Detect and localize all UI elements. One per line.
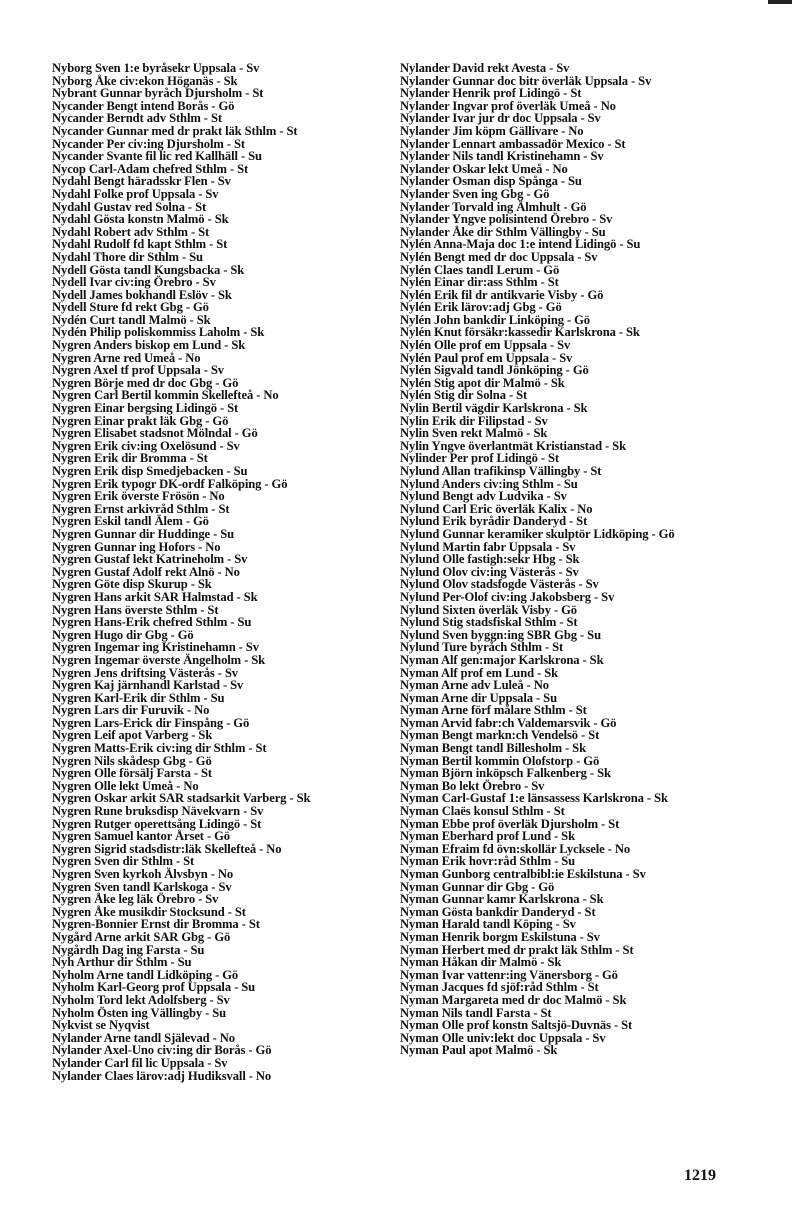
directory-entry: Nydahl Bengt häradsskr Flen - Sv xyxy=(52,174,231,189)
directory-entry: Nydahl Gustav red Solna - St xyxy=(52,199,207,214)
directory-entry: Nyman Arne förf målare Sthlm - St xyxy=(400,703,587,718)
directory-entry: Nylin Erik dir Filipstad - Sv xyxy=(400,413,548,428)
directory-entry: Nygren Axel tf prof Uppsala - Sv xyxy=(52,363,224,378)
directory-entry: Nydén Philip poliskommiss Laholm - Sk xyxy=(52,325,265,340)
directory-entry: Nylund Sven byggn:ing SBR Gbg - Su xyxy=(400,627,601,642)
directory-entry: Nygren Erik dir Bromma - St xyxy=(52,451,208,466)
directory-entry: Nybrant Gunnar byråch Djursholm - St xyxy=(52,86,264,101)
directory-entry: Nylund Gunnar keramiker skulptör Lidköping - Gö xyxy=(400,526,675,541)
directory-entry: Nydahl Gösta konstn Malmö - Sk xyxy=(52,212,229,227)
directory-entry: Nyman Bengt markn:ch Vendelsö - St xyxy=(400,728,600,743)
directory-entry: Nygren Jens driftsing Västerås - Sv xyxy=(52,665,238,680)
directory-entry: Nylén Stig apot dir Malmö - Sk xyxy=(400,375,565,390)
directory-entry: Nyman Bo lekt Örebro - Sv xyxy=(400,778,545,793)
directory-entry: Nyman Herbert med dr prakt läk Sthlm - St xyxy=(400,942,634,957)
directory-entry: Nyman Gunnar kamr Karlskrona - Sk xyxy=(400,892,604,907)
directory-entry: Nygren Åke leg läk Örebro - Sv xyxy=(52,892,219,907)
directory-entry: Nygren Göte disp Skurup - Sk xyxy=(52,577,212,592)
directory-entry: Nygren Sven tandl Karlskoga - Sv xyxy=(52,879,232,894)
directory-entry: Nylén Erik lärov:adj Gbg - Gö xyxy=(400,300,562,315)
directory-entry: Nydahl Folke prof Uppsala - Sv xyxy=(52,186,219,201)
directory-entry: Nydell Sture fd rekt Gbg - Gö xyxy=(52,300,209,315)
directory-entry: Nycop Carl-Adam chefred Sthlm - St xyxy=(52,161,249,176)
directory-entry: Nylén Olle prof em Uppsala - Sv xyxy=(400,338,571,353)
directory-entry: Nyman Erik hovr:råd Sthlm - Su xyxy=(400,854,576,869)
directory-entry: Nygren Sven kyrkoh Älvsbyn - No xyxy=(52,867,234,881)
directory-entry: Nygren-Bonnier Ernst dir Bromma - St xyxy=(52,917,260,932)
directory-entry: Nygren Hans-Erik chefred Sthlm - Su xyxy=(52,615,252,630)
directory-entry: Nygren Sven dir Sthlm - St xyxy=(52,854,195,869)
directory-entry: Nygren Gunnar dir Huddinge - Su xyxy=(52,526,235,541)
directory-entry: Nyholm Tord lekt Adolfsberg - Sv xyxy=(52,992,230,1007)
directory-entry: Nylund Sixten överläk Visby - Gö xyxy=(400,602,577,617)
directory-entry: Nygren Olle försälj Farsta - St xyxy=(52,766,213,781)
directory-entry: Nylén Erik fil dr antikvarie Visby - Gö xyxy=(400,287,604,302)
directory-entry: Nygren Erik överste Frösön - No xyxy=(52,489,225,504)
directory-entry: Nylander Carl fil lic Uppsala - Sv xyxy=(52,1055,228,1070)
directory-entry: Nylund Per-Olof civ:ing Jakobsberg - Sv xyxy=(400,589,615,604)
directory-entry: Nylander Axel-Uno civ:ing dir Borås - Gö xyxy=(52,1043,272,1058)
directory-entry: Nylund Olle fastigh:sekr Hbg - Sk xyxy=(400,552,580,567)
directory-entry: Nylander Sven ing Gbg - Gö xyxy=(400,186,550,201)
directory-entry: Nylén Bengt med dr doc Uppsala - Sv xyxy=(400,249,598,264)
directory-entry: Nygren Olle lekt Umeå - No xyxy=(52,778,199,793)
directory-entry: Nyman Henrik borgm Eskilstuna - Sv xyxy=(400,929,600,944)
directory-entry: Nylén Knut försäkr:kassedir Karlskrona - Sk xyxy=(400,325,640,340)
directory-entry: Nygren Oskar arkit SAR stadsarkit Varberg - Sk xyxy=(52,791,311,806)
directory-entry: Nygren Elisabet stadsnot Mölndal - Gö xyxy=(52,426,258,441)
directory-entry: Nylund Carl Eric överläk Kalix - No xyxy=(400,501,593,516)
directory-entry: Nydell Gösta tandl Kungsbacka - Sk xyxy=(52,262,245,277)
directory-entry: Nylander Gunnar doc bitr överläk Uppsala - Sv xyxy=(400,73,652,88)
directory-entry: Nygren Erik civ:ing Oxelösund - Sv xyxy=(52,438,240,453)
directory-entry: Nygren Leif apot Varberg - Sk xyxy=(52,728,213,743)
directory-entry: Nyman Gunborg centralbibl:ie Eskilstuna - Sv xyxy=(400,867,646,881)
directory-entry: Nylin Yngve överlantmät Kristianstad - Sk xyxy=(400,438,626,453)
directory-entry: Nylander Osman disp Spånga - Su xyxy=(400,174,582,189)
directory-entry: Nycander Bengt intend Borås - Gö xyxy=(52,98,235,113)
directory-entry: Nygren Karl-Erik dir Sthlm - Su xyxy=(52,690,225,705)
directory-entry: Nylander Ivar jur dr doc Uppsala - Sv xyxy=(400,111,601,126)
directory-entry: Nydahl Robert adv Sthlm - St xyxy=(52,224,210,239)
directory-entry: Nylander Yngve polisintend Örebro - Sv xyxy=(400,212,613,227)
directory-entry: Nylén Stig dir Solna - St xyxy=(400,388,528,403)
directory-entry: Nyman Alf gen:major Karlskrona - Sk xyxy=(400,652,604,667)
directory-entry: Nyman Margareta med dr doc Malmö - Sk xyxy=(400,992,627,1007)
directory-entry: Nylander David rekt Avesta - Sv xyxy=(400,61,570,75)
directory-entry: Nyh Arthur dir Sthlm - Su xyxy=(52,955,192,970)
directory-entry: Nygren Kaj järnhandl Karlstad - Sv xyxy=(52,678,244,693)
directory-entry: Nygren Arne red Umeå - No xyxy=(52,350,201,365)
directory-entry: Nygren Rune bruksdisp Nävekvarn - Sv xyxy=(52,804,264,819)
directory-entry: Nyman Ebbe prof överläk Djursholm - St xyxy=(400,816,620,831)
directory-entry: Nygren Sigrid stadsdistr:läk Skellefteå - No xyxy=(52,841,282,856)
directory-entry: Nygren Einar bergsing Lidingö - St xyxy=(52,401,239,416)
page-number: 1219 xyxy=(684,1167,716,1184)
directory-entry: Nycander Gunnar med dr prakt läk Sthlm - St xyxy=(52,123,298,138)
directory-entry: Nylander Nils tandl Kristinehamn - Sv xyxy=(400,149,604,164)
directory-entry: Nyman Olle univ:lekt doc Uppsala - Sv xyxy=(400,1030,606,1045)
directory-entry: Nygren Gustaf lekt Katrineholm - Sv xyxy=(52,552,248,567)
directory-entry: Nyman Björn inköpsch Falkenberg - Sk xyxy=(400,766,611,781)
directory-entry: Nyman Efraim fd övn:skollär Lycksele - No xyxy=(400,841,631,856)
directory-entry: Nyman Gunnar dir Gbg - Gö xyxy=(400,879,555,894)
directory-entry: Nygren Lars-Erick dir Finspång - Gö xyxy=(52,715,250,730)
directory-entry: Nyman Paul apot Malmö - Sk xyxy=(400,1043,558,1058)
directory-entry: Nygren Nils skådesp Gbg - Gö xyxy=(52,753,212,768)
directory-entry: Nygård Arne arkit SAR Gbg - Gö xyxy=(52,929,231,944)
directory-entry: Nylander Oskar lekt Umeå - No xyxy=(400,161,568,176)
directory-entry: Nylander Claes lärov:adj Hudiksvall - No xyxy=(52,1068,272,1083)
directory-entry: Nyman Claës konsul Sthlm - St xyxy=(400,804,565,819)
directory-entry: Nygren Ingemar ing Kristinehamn - Sv xyxy=(52,640,259,655)
directory-entry: Nyholm Karl-Georg prof Uppsala - Su xyxy=(52,980,256,995)
directory-entry: Nygren Ingemar överste Ängelholm - Sk xyxy=(52,652,266,667)
directory-entry: Nylund Erik byrådir Danderyd - St xyxy=(400,514,588,529)
directory-entry: Nygren Erik typogr DK-ordf Falköping - Gö xyxy=(52,476,288,491)
directory-entry: Nygren Anders biskop em Lund - Sk xyxy=(52,338,246,353)
directory-entry: Nylund Anders civ:ing Sthlm - Su xyxy=(400,476,578,491)
directory-entry: Nylander Lennart ambassadör Mexico - St xyxy=(400,136,626,151)
directory-entry: Nyman Ivar vattenr:ing Vänersborg - Gö xyxy=(400,967,618,982)
directory-entry: Nygren Hans överste Sthlm - St xyxy=(52,602,219,617)
directory-entry: Nyholm Arne tandl Lidköping - Gö xyxy=(52,967,239,982)
directory-entry: Nyman Harald tandl Köping - Sv xyxy=(400,917,576,932)
directory-entry: Nyman Håkan dir Malmö - Sk xyxy=(400,955,562,970)
directory-entry: Nycander Berndt adv Sthlm - St xyxy=(52,111,222,126)
directory-entry: Nylund Ture byråch Sthlm - St xyxy=(400,640,564,655)
directory-entry: Nyman Gösta bankdir Danderyd - St xyxy=(400,904,596,919)
directory-entry: Nylén John bankdir Linköping - Gö xyxy=(400,312,590,327)
directory-entry: Nygren Samuel kantor Årset - Gö xyxy=(52,829,230,844)
left-column xyxy=(52,62,382,1082)
directory-entry: Nygren Gustaf Adolf rekt Alnö - No xyxy=(52,564,240,579)
directory-entry: Nyborg Sven 1:e byråsekr Uppsala - Sv xyxy=(52,61,260,75)
directory-entry: Nygren Einar prakt läk Gbg - Gö xyxy=(52,413,229,428)
directory-entry: Nyman Bengt tandl Billesholm - Sk xyxy=(400,741,586,756)
directory-entry: Nylén Claes tandl Lerum - Gö xyxy=(400,262,560,277)
directory-entry: Nyman Jacques fd sjöf:råd Sthlm - St xyxy=(400,980,599,995)
directory-entry: Nyman Olle prof konstn Saltsjö-Duvnäs - St xyxy=(400,1018,633,1033)
directory-entry: Nygren Rutger operettsång Lidingö - St xyxy=(52,816,262,831)
directory-entry: Nyman Arvid fabr:ch Valdemarsvik - Gö xyxy=(400,715,617,730)
directory-entry: Nylén Einar dir:ass Sthlm - St xyxy=(400,275,559,290)
directory-entry: Nycander Svante fil lic red Kallhäll - Su xyxy=(52,149,262,164)
directory-entry: Nyman Arne dir Uppsala - Su xyxy=(400,690,557,705)
directory-entry: Nylander Jim köpm Gällivare - No xyxy=(400,123,584,138)
directory-entry: Nylund Bengt adv Ludvika - Sv xyxy=(400,489,567,504)
directory-entry: Nyman Eberhard prof Lund - Sk xyxy=(400,829,575,844)
directory-entry: Nydell James bokhandl Eslöv - Sk xyxy=(52,287,232,302)
directory-entry: Nygren Carl Bertil kommin Skellefteå - No xyxy=(52,388,279,403)
directory-entry: Nylander Åke dir Sthlm Vällingby - Su xyxy=(400,224,606,239)
directory-entry: Nyman Alf prof em Lund - Sk xyxy=(400,665,559,680)
directory-entry: Nygren Lars dir Furuvik - No xyxy=(52,703,210,718)
directory-entry: Nylén Sigvald tandl Jönköping - Gö xyxy=(400,363,589,378)
directory-entry: Nyman Arne adv Luleå - No xyxy=(400,678,549,693)
directory-entry: Nylin Sven rekt Malmö - Sk xyxy=(400,426,548,441)
directory-entry: Nygren Ernst arkivråd Sthlm - St xyxy=(52,501,230,516)
directory-entry: Nylander Henrik prof Lidingö - St xyxy=(400,86,582,101)
directory-entry: Nylén Paul prof em Uppsala - Sv xyxy=(400,350,573,365)
directory-entry: Nyborg Åke civ:ekon Höganäs - Sk xyxy=(52,73,238,88)
directory-entry: Nygren Matts-Erik civ:ing dir Sthlm - St xyxy=(52,741,267,756)
directory-entry: Nylund Olov civ:ing Västerås - Sv xyxy=(400,564,579,579)
directory-entry: Nylund Olov stadsfogde Västerås - Sv xyxy=(400,577,599,592)
directory-entry: Nyman Nils tandl Farsta - St xyxy=(400,1005,552,1020)
directory-entry: Nylander Arne tandl Själevad - No xyxy=(52,1030,235,1045)
directory-entry: Nylinder Per prof Lidingö - St xyxy=(400,451,559,466)
directory-entry: Nylander Torvald ing Älmhult - Gö xyxy=(400,199,587,214)
directory-entry: Nygren Hugo dir Gbg - Gö xyxy=(52,627,194,642)
corner-mark xyxy=(768,0,792,4)
directory-entry: Nylund Martin fabr Uppsala - Sv xyxy=(400,539,576,554)
directory-entry: Nylund Allan trafikinsp Vällingby - St xyxy=(400,464,602,478)
directory-entry: Nygårdh Dag ing Farsta - Su xyxy=(52,942,205,957)
directory-entry: Nygren Eskil tandl Älem - Gö xyxy=(52,514,209,529)
directory-entry: Nycander Per civ:ing Djursholm - St xyxy=(52,136,245,151)
directory-entry: Nyman Carl-Gustaf 1:e länsassess Karlskrona - Sk xyxy=(400,791,668,806)
directory-entry: Nyman Bertil kommin Olofstorp - Gö xyxy=(400,753,600,768)
directory-entry: Nygren Gunnar ing Hofors - No xyxy=(52,539,221,554)
directory-entry: Nygren Åke musikdir Stocksund - St xyxy=(52,904,246,919)
directory-entry: Nydell Ivar civ:ing Örebro - Sv xyxy=(52,275,216,290)
directory-entry: Nygren Hans arkit SAR Halmstad - Sk xyxy=(52,589,258,604)
directory-entry: Nyholm Östen ing Vällingby - Su xyxy=(52,1005,227,1020)
right-column xyxy=(400,62,755,1057)
directory-entry: Nydahl Thore dir Sthlm - Su xyxy=(52,249,203,264)
directory-entry: Nygren Erik disp Smedjebacken - Su xyxy=(52,464,248,478)
directory-entry: Nylund Stig stadsfiskal Sthlm - St xyxy=(400,615,578,630)
directory-entry: Nylin Bertil vägdir Karlskrona - Sk xyxy=(400,401,588,416)
directory-entry: Nylén Anna-Maja doc 1:e intend Lidingö - Su xyxy=(400,237,641,252)
directory-entry: Nydahl Rudolf fd kapt Sthlm - St xyxy=(52,237,228,252)
directory-entry: Nydén Curt tandl Malmö - Sk xyxy=(52,312,211,327)
directory-entry: Nygren Börje med dr doc Gbg - Gö xyxy=(52,375,239,390)
directory-entry: Nykvist se Nyqvist xyxy=(52,1018,150,1033)
directory-entry: Nylander Ingvar prof överläk Umeå - No xyxy=(400,98,616,113)
